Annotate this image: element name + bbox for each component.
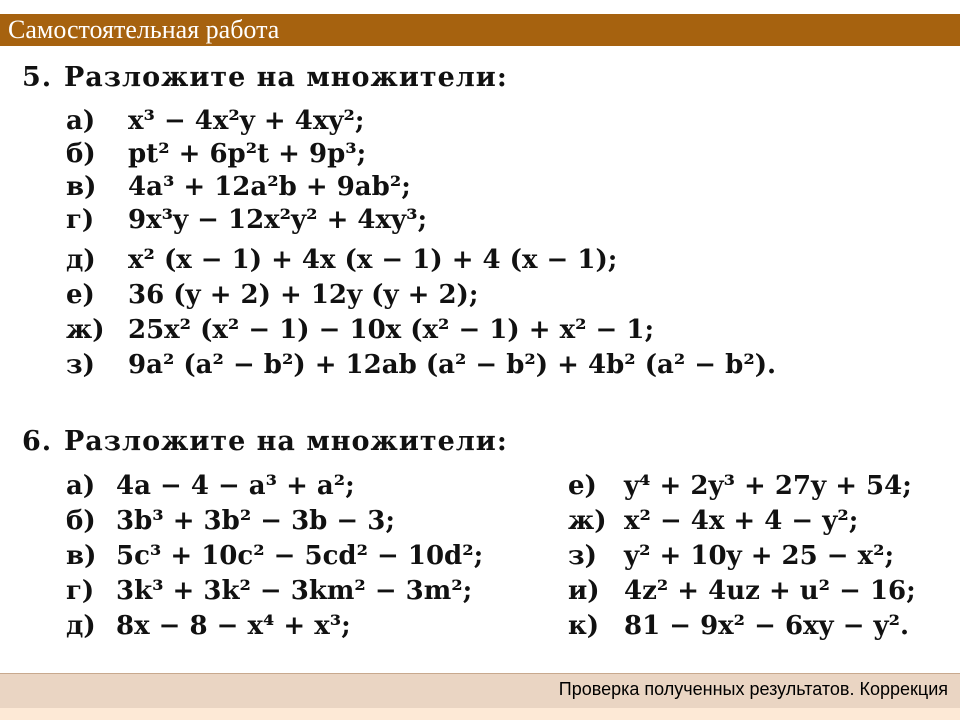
- item-label: д): [66, 611, 96, 641]
- footer-bar: [0, 673, 960, 708]
- task6-heading-text: Разложите на множители:: [64, 426, 508, 457]
- item-expression: 8x − 8 − x⁴ + x³;: [116, 611, 351, 641]
- task5-item: [66, 314, 654, 346]
- task5-item: [66, 105, 364, 137]
- item-expression: 3b³ + 3b² − 3b − 3;: [116, 506, 395, 536]
- top-strip: [0, 0, 960, 14]
- item-label: в): [66, 172, 97, 202]
- item-expression: 3k³ + 3k² − 3km² − 3m²;: [116, 576, 473, 606]
- item-expression: x³ − 4x²y + 4xy²;: [128, 106, 365, 136]
- item-expression: y² + 10y + 25 − x²;: [624, 541, 895, 571]
- bottom-strip: [0, 708, 960, 720]
- item-label: з): [568, 541, 597, 571]
- task5-number: 5.: [22, 62, 53, 93]
- task6-item: [66, 540, 483, 572]
- item-label: е): [568, 471, 597, 501]
- task6-item: [568, 575, 916, 607]
- task6-item: [568, 540, 894, 572]
- task6-item: [66, 505, 395, 537]
- task5-item: [66, 244, 617, 276]
- item-expression: 5c³ + 10c² − 5cd² − 10d²;: [116, 541, 484, 571]
- task5-item: [66, 138, 366, 170]
- item-expression: 81 − 9x² − 6xy − y².: [624, 611, 910, 641]
- title-bar: [0, 14, 960, 46]
- task6-item: [66, 610, 351, 642]
- task5-item: [66, 349, 776, 381]
- item-label: к): [568, 611, 600, 641]
- task5-heading: [22, 62, 508, 94]
- item-label: з): [66, 350, 95, 380]
- item-label: ж): [568, 506, 607, 536]
- item-expression: pt² + 6p²t + 9p³;: [128, 139, 367, 169]
- item-label: ж): [66, 315, 105, 345]
- item-label: е): [66, 280, 95, 310]
- task6-item: [568, 470, 912, 502]
- task6-item: [568, 610, 909, 642]
- item-expression: x² (x − 1) + 4x (x − 1) + 4 (x − 1);: [128, 245, 618, 275]
- slide-title: Самостоятельная работа: [8, 15, 280, 44]
- item-expression: y⁴ + 2y³ + 27y + 54;: [624, 471, 912, 501]
- task6-item: [66, 575, 472, 607]
- item-expression: 36 (y + 2) + 12y (y + 2);: [128, 280, 479, 310]
- item-label: г): [66, 576, 95, 606]
- item-label: д): [66, 245, 96, 275]
- item-expression: 4a³ + 12a²b + 9ab²;: [128, 172, 411, 202]
- item-label: а): [66, 471, 96, 501]
- footer-text: Проверка полученных результатов. Коррекция: [558, 679, 948, 699]
- item-label: а): [66, 106, 96, 136]
- item-label: в): [66, 541, 97, 571]
- task5-heading-text: Разложите на множители:: [64, 62, 508, 93]
- task6-number: 6.: [22, 426, 53, 457]
- item-expression: 4z² + 4uz + u² − 16;: [624, 576, 916, 606]
- item-expression: x² − 4x + 4 − y²;: [624, 506, 859, 536]
- task6-item: [568, 505, 858, 537]
- item-expression: 4a − 4 − a³ + a²;: [116, 471, 355, 501]
- task5-item: [66, 171, 411, 203]
- item-label: и): [568, 576, 600, 606]
- item-label: г): [66, 205, 95, 235]
- task5-item: [66, 204, 427, 236]
- item-expression: 9x³y − 12x²y² + 4xy³;: [128, 205, 428, 235]
- task6-item: [66, 470, 355, 502]
- task6-heading: [22, 426, 508, 458]
- task5-item: [66, 279, 478, 311]
- item-label: б): [66, 139, 96, 169]
- item-label: б): [66, 506, 96, 536]
- item-expression: 25x² (x² − 1) − 10x (x² − 1) + x² − 1;: [128, 315, 655, 345]
- item-expression: 9a² (a² − b²) + 12ab (a² − b²) + 4b² (a² − b²).: [128, 350, 777, 380]
